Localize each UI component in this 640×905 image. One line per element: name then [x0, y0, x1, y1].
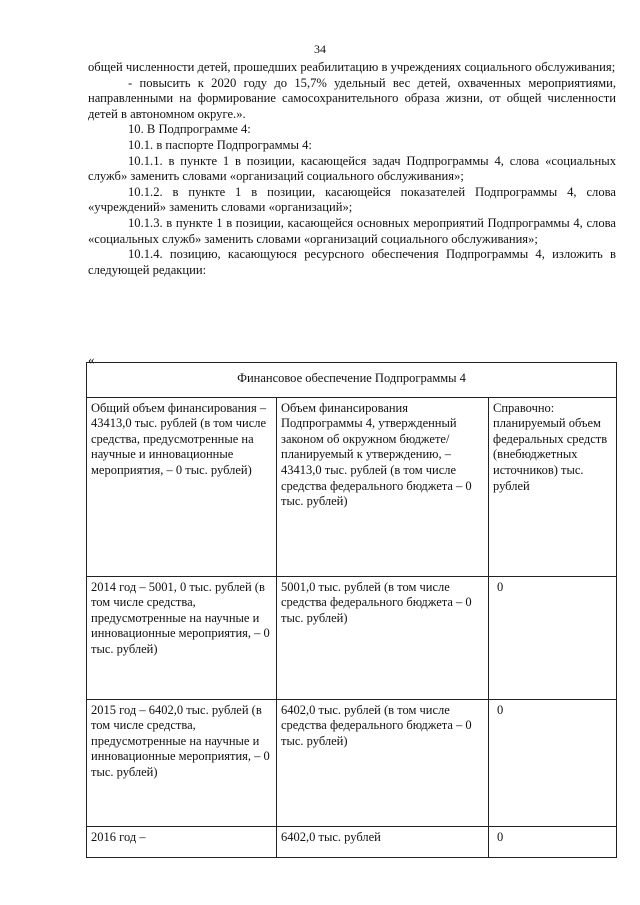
table-title-row — [87, 363, 617, 398]
financing-table — [86, 362, 617, 858]
page-number: 34 — [314, 42, 326, 56]
table-cell: Общий объем финансирования – 43413,0 тыс. рублей (в том числе средства, предусмотренные на научные и инновационные мероприятия, – 0 тыс. рублей) — [87, 397, 277, 576]
paragraph: - повысить к 2020 году до 15,7% удельный вес детей, охваченных мероприятиями, направленными на формирование самосохранительного образа жизни, от общей численности детей в автономном округе.». — [88, 75, 616, 121]
table-cell: Объем финансирования Подпрограммы 4, утвержденный законом об окружном бюджете/планируемый к утверждению, – 43413,0 тыс. рублей (в том числе средства федерального бюджета – 0 тыс. рублей) — [277, 397, 489, 576]
opening-quote: « — [88, 352, 95, 367]
table-row — [87, 576, 617, 699]
paragraph: 10.1.3. в пункте 1 в позиции, касающейся основных мероприятий Подпрограммы 4, слова «социальных служб» заменить словами «организаций социального обслуживания»; — [88, 215, 616, 246]
table-cell: 0 — [489, 699, 617, 826]
table-row — [87, 826, 617, 857]
table-title: Финансовое обеспечение Подпрограммы 4 — [87, 363, 617, 398]
table-row — [87, 699, 617, 826]
paragraph: 10.1.1. в пункте 1 в позиции, касающейся задач Подпрограммы 4, слова «социальных служб» заменить словами «организаций социального обслуживания»; — [88, 153, 616, 184]
table-cell: Справочно: планируемый объем федеральных средств (внебюджетных источников) тыс. рублей — [489, 397, 617, 576]
table-cell: 5001,0 тыс. рублей (в том числе средства федерального бюджета – 0 тыс. рублей) — [277, 576, 489, 699]
table-cell: 0 — [489, 826, 617, 857]
table-cell: 2016 год – — [87, 826, 277, 857]
table-row — [87, 397, 617, 576]
table-cell: 2014 год – 5001, 0 тыс. рублей (в том числе средства, предусмотренные на научные и инновационные мероприятия, – 0 тыс. рублей) — [87, 576, 277, 699]
paragraph: 10.1.2. в пункте 1 в позиции, касающейся показателей Подпрограммы 4, слова «учреждений» заменить словами «организаций»; — [88, 184, 616, 215]
table-cell: 6402,0 тыс. рублей (в том числе средства федерального бюджета – 0 тыс. рублей) — [277, 699, 489, 826]
paragraph: 10. В Подпрограмме 4: — [128, 122, 251, 137]
paragraph: 10.1. в паспорте Подпрограммы 4: — [128, 137, 312, 152]
paragraph: 10.1.4. позицию, касающуюся ресурсного обеспечения Подпрограммы 4, изложить в следующей редакции: — [88, 247, 616, 277]
table-cell: 6402,0 тыс. рублей — [277, 826, 489, 857]
table-cell: 0 — [489, 576, 617, 699]
paragraph: общей численности детей, прошедших реабилитацию в учреждениях социального обслуживания; — [88, 60, 616, 74]
body-text — [88, 60, 616, 278]
table-cell: 2015 год – 6402,0 тыс. рублей (в том числе средства, предусмотренные на научные и инновационные мероприятия, – 0 тыс. рублей) — [87, 699, 277, 826]
